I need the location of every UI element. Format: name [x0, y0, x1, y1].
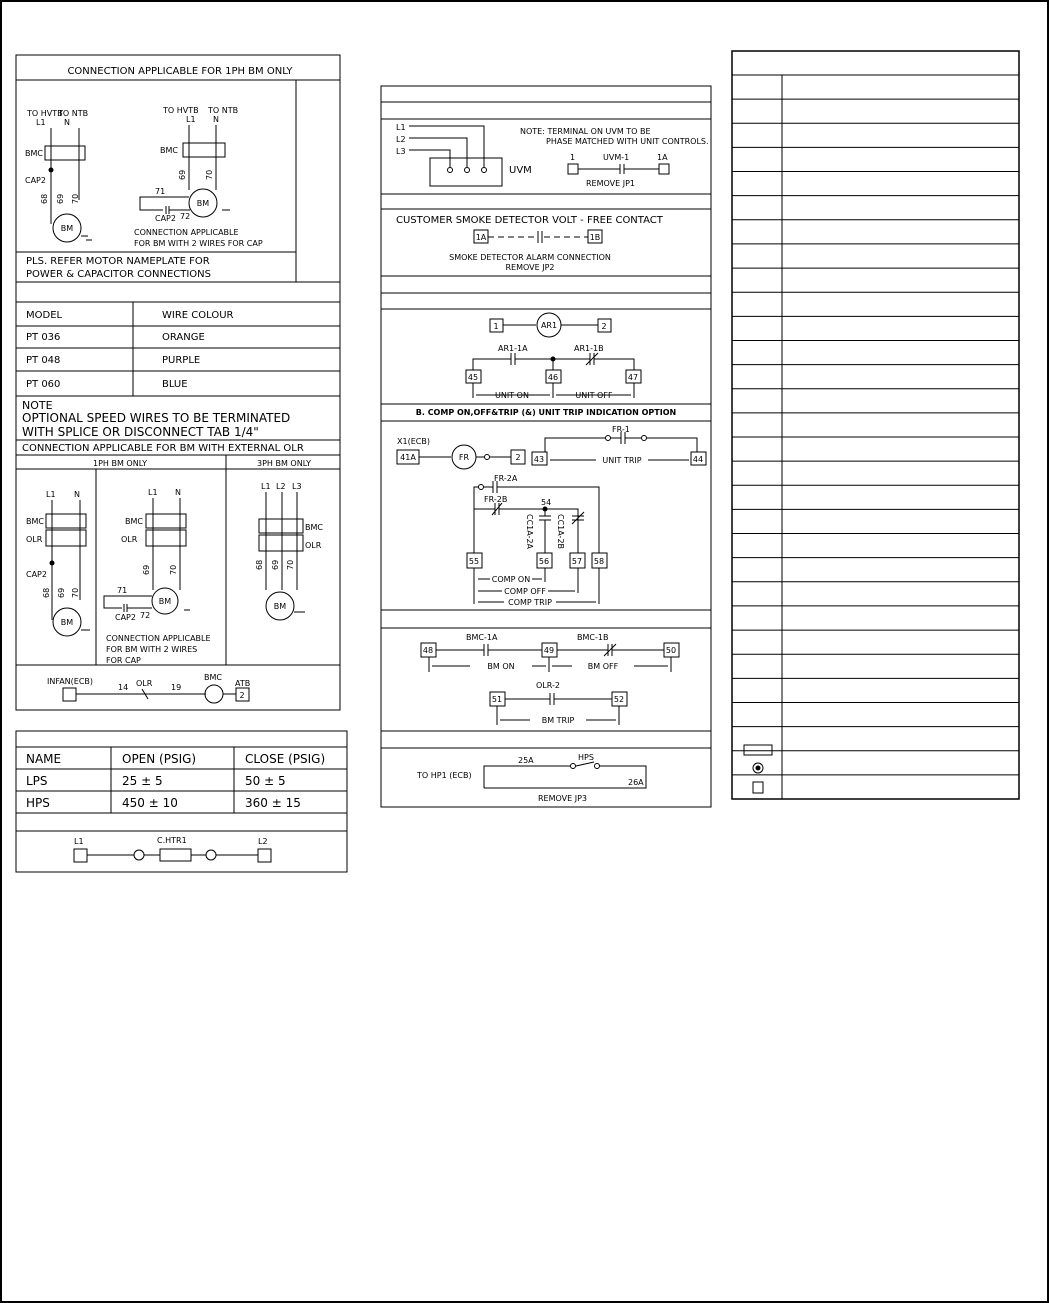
fr2a-label: FR-2A [494, 474, 518, 483]
olr-contact-label: OLR [136, 679, 153, 688]
l1-label-2: L1 [186, 115, 196, 124]
pressure-row-name: LPS [26, 774, 48, 788]
wire-69-label-3: 69 [57, 587, 66, 598]
wire-19-label: 19 [171, 683, 182, 692]
terminal-56: 56 [538, 557, 550, 566]
n-label-3: N [74, 490, 80, 499]
to-hvtb-label-2: TO HVTB [163, 106, 199, 115]
uvm-note-line2: PHASE MATCHED WITH UNIT CONTROLS. [546, 137, 709, 146]
smoke-note-line1: SMOKE DETECTOR ALARM CONNECTION [449, 253, 611, 262]
unit-on-label: UNIT ON [495, 391, 529, 400]
smoke-detector-circuit [396, 215, 664, 272]
pressure-row-open: 25 ± 5 [122, 774, 163, 788]
ar1-1b-label: AR1-1B [574, 344, 604, 353]
table-row-model: PT 060 [26, 379, 61, 390]
bm-motor-label-5: BM [273, 602, 287, 611]
wire-69-label-5: 69 [271, 559, 280, 570]
cc1a-2a-label: CC1A-2A [525, 514, 534, 550]
ground-terminal-dot [756, 766, 760, 770]
uvm-l1-label: L1 [396, 123, 406, 132]
terminal-50: 50 [665, 646, 677, 655]
heater-label: C.HTR1 [157, 836, 187, 845]
olr2-label: OLR-2 [536, 681, 560, 690]
bm-on-label: BM ON [487, 662, 515, 671]
table-row-colour: PURPLE [162, 355, 201, 366]
bm-motor-label-3: BM [60, 618, 74, 627]
pressure-row-name: HPS [26, 796, 50, 810]
pressure-row-close: 50 ± 5 [245, 774, 286, 788]
bmc-1b-label: BMC-1B [577, 633, 609, 642]
comp-trip-label: COMP TRIP [508, 598, 552, 607]
olr-3ph-diagram [255, 482, 323, 620]
olr-label-1: OLR [26, 535, 43, 544]
comp-off-label: COMP OFF [504, 587, 546, 596]
bmc-label: BMC [25, 149, 43, 158]
wire-69-label-2: 69 [178, 169, 187, 180]
pressure-row-open: 450 ± 10 [122, 796, 178, 810]
cap2-label: CAP2 [25, 176, 46, 185]
remove-jp3-label: REMOVE JP3 [538, 794, 588, 803]
terminal-52: 52 [613, 695, 625, 704]
ar-terminal-2: 2 [601, 322, 607, 331]
refer-note-line2: POWER & CAPACITOR CONNECTIONS [26, 269, 211, 280]
remove-jp1-label: REMOVE JP1 [586, 179, 636, 188]
bmc-status-circuit [421, 633, 679, 725]
l1-label-3: L1 [46, 490, 56, 499]
cc1a-2b-label: CC1A-2B [556, 514, 565, 550]
terminal-44: 44 [692, 455, 704, 464]
table-row-colour: BLUE [162, 379, 188, 390]
l1-label: L1 [36, 118, 46, 127]
pressure-header-open: OPEN (PSIG) [122, 752, 197, 766]
wire-70-label-5: 70 [286, 559, 295, 570]
terminal-51: 51 [491, 695, 503, 704]
uvm-contact-label: UVM-1 [603, 153, 630, 162]
ar1-unit-status-circuit [466, 313, 641, 400]
pressure-header-name: NAME [26, 752, 62, 766]
smoke-title: CUSTOMER SMOKE DETECTOR VOLT - FREE CONTACT [396, 215, 663, 226]
n-label-4: N [175, 488, 181, 497]
bm-off-label: BM OFF [587, 662, 619, 671]
olr-label-2: OLR [121, 535, 138, 544]
comp-on-label: COMP ON [491, 575, 531, 584]
terminal-55: 55 [468, 557, 480, 566]
wire-68-label-3: 68 [255, 559, 264, 570]
ar1-1a-label: AR1-1A [498, 344, 528, 353]
ar-terminal-1: 1 [493, 322, 499, 331]
olr-1ph-diagram [26, 490, 90, 636]
bmc-label-5: BMC [305, 523, 323, 532]
comp-section-title: B. COMP ON,OFF&TRIP (&) UNIT TRIP INDICATION OPTION [415, 408, 677, 417]
wire-69-label: 69 [56, 193, 65, 204]
terminal-block-icon [744, 745, 772, 755]
table-row-model: PT 036 [26, 332, 61, 343]
bm-motor-label: BM [60, 224, 74, 233]
bm-trip-label: BM TRIP [541, 716, 575, 725]
smoke-terminal-1b: 1B [589, 233, 601, 242]
infan-circuit [47, 673, 250, 703]
cap-note-line2: FOR BM WITH 2 WIRES FOR CAP [134, 239, 263, 248]
terminal-45: 45 [467, 373, 479, 382]
ar1-coil-label: AR1 [540, 321, 558, 330]
wire-70-label-2: 70 [205, 169, 214, 180]
wire-70-label-3: 70 [71, 587, 80, 598]
atb-label: ATB [235, 679, 251, 688]
terminal-47: 47 [627, 373, 639, 382]
l1-label-4: L1 [148, 488, 158, 497]
cap-note-line1: CONNECTION APPLICABLE [134, 228, 239, 237]
terminal-48: 48 [422, 646, 434, 655]
l3-label: L3 [292, 482, 302, 491]
wire-70-label-4: 70 [169, 564, 178, 575]
x1-ecb-label: X1(ECB) [397, 437, 430, 446]
n-label-2: N [213, 115, 219, 124]
to-ntb-label: TO NTB [58, 109, 89, 118]
bm-2wire-cap-diagram [134, 106, 263, 248]
wire-68-label-2: 68 [42, 587, 51, 598]
fr2b-label: FR-2B [484, 495, 508, 504]
uvm-l3-label: L3 [396, 147, 406, 156]
note-title: NOTE [22, 399, 53, 412]
olr-section-title: CONNECTION APPLICABLE FOR BM WITH EXTERNAL OLR [22, 443, 304, 454]
refer-note-line1: PLS. REFER MOTOR NAMEPLATE FOR [26, 256, 210, 267]
terminal-41a: 41A [400, 453, 416, 462]
uvm-device-label: UVM [509, 165, 532, 176]
bmc-coil-label: BMC [204, 673, 222, 682]
olr-1ph-header: 1PH BM ONLY [93, 459, 147, 468]
bm-motor-label-2: BM [196, 199, 210, 208]
wire-72-label-2: 72 [140, 611, 151, 620]
bmc-1a-label: BMC-1A [466, 633, 498, 642]
wire-72-label: 72 [180, 212, 191, 221]
table-row-colour: ORANGE [162, 332, 205, 343]
l1-label-5: L1 [261, 482, 271, 491]
to-hvtb-label: TO HVTB [27, 109, 63, 118]
fr-comp-indication-circuit [397, 425, 706, 607]
cap2-label-4: CAP2 [115, 613, 136, 622]
fr-terminal-2: 2 [515, 453, 521, 462]
olr-2wire-diagram [104, 488, 211, 665]
wire-71-label: 71 [155, 187, 166, 196]
wire-70-label: 70 [71, 193, 80, 204]
smoke-note-line2: REMOVE JP2 [505, 263, 555, 272]
htr-l1-label: L1 [74, 837, 84, 846]
bm-basic-diagram [25, 109, 92, 242]
wire-14-label: 14 [118, 683, 129, 692]
table-header-model: MODEL [26, 310, 63, 321]
note-line2: WITH SPLICE OR DISCONNECT TAB 1/4" [22, 425, 259, 439]
wire-68-label: 68 [40, 193, 49, 204]
bmc-label-3: BMC [26, 517, 44, 526]
bmc-label-4: BMC [125, 517, 143, 526]
olr-note-line2: FOR BM WITH 2 WIRES [106, 645, 198, 654]
wire-69-label-4: 69 [142, 564, 151, 575]
terminal-43: 43 [533, 455, 545, 464]
uvm-l2-label: L2 [396, 135, 406, 144]
atb-terminal-number: 2 [239, 691, 245, 700]
uvm-terminal-1: 1 [570, 153, 576, 162]
pressure-row-close: 360 ± 15 [245, 796, 301, 810]
smoke-terminal-1a: 1A [475, 233, 487, 242]
fr1-label: FR-1 [612, 425, 630, 434]
terminal-49: 49 [543, 646, 555, 655]
bmc-label-2: BMC [160, 146, 178, 155]
fr-coil-label: FR [458, 453, 470, 462]
olr-note-line3: FOR CAP [106, 656, 141, 665]
cap2-label-3: CAP2 [26, 570, 47, 579]
terminal-box-icon [753, 782, 763, 793]
olr-3ph-header: 3PH BM ONLY [257, 459, 311, 468]
infan-ecb-label: INFAN(ECB) [47, 677, 94, 686]
bm-motor-label-4: BM [158, 597, 172, 606]
table-header-wire-colour: WIRE COLOUR [162, 310, 234, 321]
uvm-circuit [396, 123, 709, 188]
hps-label: HPS [578, 753, 594, 762]
unit-trip-label: UNIT TRIP [602, 456, 642, 465]
cap2-label-2: CAP2 [155, 214, 176, 223]
legend-symbols [744, 745, 772, 793]
wire-71-label-2: 71 [117, 586, 128, 595]
htr-l2-label: L2 [258, 837, 268, 846]
terminal-58: 58 [593, 557, 605, 566]
pressure-header-close: CLOSE (PSIG) [245, 752, 326, 766]
note-line1: OPTIONAL SPEED WIRES TO BE TERMINATED [22, 411, 291, 425]
crankcase-heater-circuit [74, 836, 271, 862]
l2-label: L2 [276, 482, 286, 491]
unit-off-label: UNIT OFF [575, 391, 613, 400]
terminal-57: 57 [571, 557, 583, 566]
wire-26a-label: 26A [628, 778, 644, 787]
hps-circuit [416, 753, 646, 803]
to-ntb-label-2: TO NTB [208, 106, 239, 115]
n-label: N [64, 118, 70, 127]
olr-label-3: OLR [305, 541, 322, 550]
panel1-title: CONNECTION APPLICABLE FOR 1PH BM ONLY [67, 66, 293, 77]
uvm-note-line1: NOTE: TERMINAL ON UVM TO BE [520, 127, 651, 136]
wire-25a-label: 25A [518, 756, 534, 765]
wire-54-label: 54 [541, 498, 552, 507]
olr-note-line1: CONNECTION APPLICABLE [106, 634, 211, 643]
table-row-model: PT 048 [26, 355, 61, 366]
legend-table [732, 51, 1019, 799]
uvm-terminal-1a: 1A [657, 153, 668, 162]
to-hp1-label: TO HP1 (ECB) [417, 771, 472, 780]
terminal-46: 46 [547, 373, 559, 382]
